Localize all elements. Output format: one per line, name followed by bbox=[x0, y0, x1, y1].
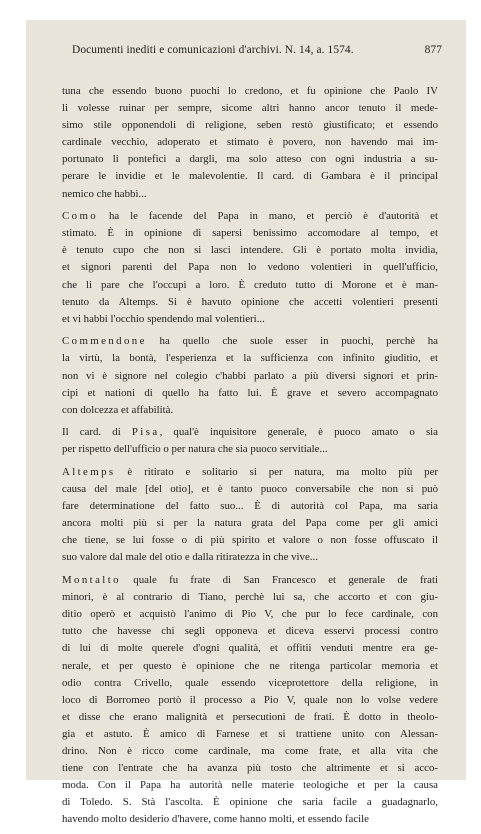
header-title: Documenti inediti e comunicazioni d'archivi. N. 14, a. 1574. bbox=[72, 44, 354, 56]
paragraph bbox=[62, 208, 438, 328]
text-line: Il card. di Pisa, qual'è inquisitore generale, è puoco amato o sia bbox=[62, 426, 438, 439]
text-line: simo stile opponendoli di religione, seben restò giustificato; et essendo bbox=[62, 119, 438, 132]
text-line: tutto che havesse chi segli opponeva et diceva esservi processi contro bbox=[62, 625, 438, 638]
text-line: di Toledo. S. Stà l'ascolta. È opinione che saria facile a guadagnarlo, bbox=[62, 796, 438, 809]
body-text bbox=[62, 83, 438, 834]
text-line: havendo molto desiderio d'havere, come hanno molti, et essendo facile bbox=[62, 813, 369, 826]
paragraph bbox=[62, 333, 438, 418]
text-line: è tenuto cupo che non si lasci intendere. Gli è portato molta invidia, bbox=[62, 244, 438, 257]
text-line: Commendone ha quello che suole esser in puochi, perchè ha bbox=[62, 335, 438, 348]
text-line: che tiene, se lui fosse o di più spirito et valore o non fosse offuscato il bbox=[62, 534, 438, 547]
paragraph bbox=[62, 424, 438, 458]
text-line: di lui di molte querele d'ogni qualità, et offitii venduti mentre era ge- bbox=[62, 642, 438, 655]
text-line: loco di Borromeo portò il processo a Pio V, quale non lo volse vedere bbox=[62, 693, 438, 706]
text-line: ancora molti più si per la natura grata del Papa come per gli amici bbox=[62, 517, 438, 530]
spaced-name: Altemps bbox=[62, 465, 116, 478]
spaced-name: Pisa bbox=[131, 426, 160, 439]
text-line: nemico che habbi... bbox=[62, 187, 147, 200]
text-line: che li pare che l'occupi a loro. È creduto tutto di Morone et è man- bbox=[62, 278, 438, 291]
text-line: moda. Con il Papa ha autorità nelle materie teologiche et per la causa bbox=[62, 779, 438, 792]
text-line: tenuto da Altemps. Si è havuto opinione che accetti volentieri presenti bbox=[62, 295, 438, 308]
text-line: minori, è al contrario di Tiano, perchè lui sa, che accorto et con giu- bbox=[62, 591, 438, 604]
text-line: perare le invidie et le malevolentie. Il card. di Gambara è il principal bbox=[62, 170, 438, 183]
paragraph bbox=[62, 83, 438, 203]
text-line: et disse che erano malignità et persecutioni de frati. È dotto in theolo- bbox=[62, 710, 438, 723]
text-line: non vi è signore nel colegio c'habbi parlato a più diversi signori et prin- bbox=[62, 369, 438, 382]
text-line: stimato. È in opinione di sapersi benissimo accomodare al tempo, et bbox=[62, 227, 438, 240]
spaced-name: Montalto bbox=[62, 574, 121, 587]
text-line: tiene con l'entrate che ha avanza più tosto che altrimente et si acco- bbox=[62, 762, 438, 775]
text-line: li volesse ruinar per sempre, sicome altri hanno ancor tenuto il mede- bbox=[62, 102, 438, 115]
running-header bbox=[72, 44, 442, 56]
text-line: causa del male [del otio], et è tanto puoco conversabile che non si può bbox=[62, 483, 438, 496]
text-line: nerale, et per questo è opinione che ne ritenga particolar memoria et bbox=[62, 659, 438, 672]
text-line: la virtù, la bontà, l'esperienza et la sufficienza con infinito giuditio, et bbox=[62, 352, 438, 365]
text-line: gia et astuto. È amico di Farnese et si trattiene unito con Alessan- bbox=[62, 727, 438, 740]
spaced-name: Commendone bbox=[62, 335, 147, 348]
text-line: drino. Non è ricco come cardinale, ma come frate, et alla vita che bbox=[62, 744, 438, 757]
page-number: 877 bbox=[424, 44, 442, 56]
paragraph bbox=[62, 572, 438, 828]
text-line: Montalto quale fu frate di San Francesco et generale de frati bbox=[62, 574, 438, 587]
text-line: portunato li pontefici a dargli, ma solo atteso con ogni industria a su- bbox=[62, 153, 438, 166]
text-line: et signori parenti del Papa non lo vedono volentieri in quell'ufficio, bbox=[62, 261, 438, 274]
text-line: fare determinatione del fatto suo... È di autorità col Papa, ma saria bbox=[62, 500, 438, 513]
text-line: cipi et nationi di quello ha fatto lui. È grave et severo accompagnato bbox=[62, 386, 438, 399]
text-line: Como ha le facende del Papa in mano, et perciò è d'autorità et bbox=[62, 210, 438, 223]
text-line: cardinale vecchio, adoperato et stimato è povero, non havendo mai im- bbox=[62, 136, 438, 149]
text-line: con dolcezza et affabilità. bbox=[62, 403, 174, 416]
text-line: Altemps è ritirato e solitario si per natura, ma molto più per bbox=[62, 465, 438, 478]
book-page bbox=[26, 20, 466, 826]
text-line: odio contra Crivello, quale essendo viceprotettore della religione, in bbox=[62, 676, 438, 689]
text-line: et vi habbi l'occhio spendendo mal volentieri... bbox=[62, 312, 265, 325]
text-line: suo valore dal male del otio e dalla ritiratezza in che vive... bbox=[62, 551, 318, 564]
spaced-name: Como bbox=[62, 210, 99, 223]
text-line: per rispetto dell'ufficio o per natura che sia puoco servitiale... bbox=[62, 443, 328, 456]
paragraph bbox=[62, 464, 438, 567]
text-line: ditio operò et acquistò l'animo di Pio V, che pur lo fece cardinale, con bbox=[62, 608, 438, 621]
text-line: tuna che essendo buono puochi lo credono, et fu opinione che Paolo IV bbox=[62, 85, 438, 97]
